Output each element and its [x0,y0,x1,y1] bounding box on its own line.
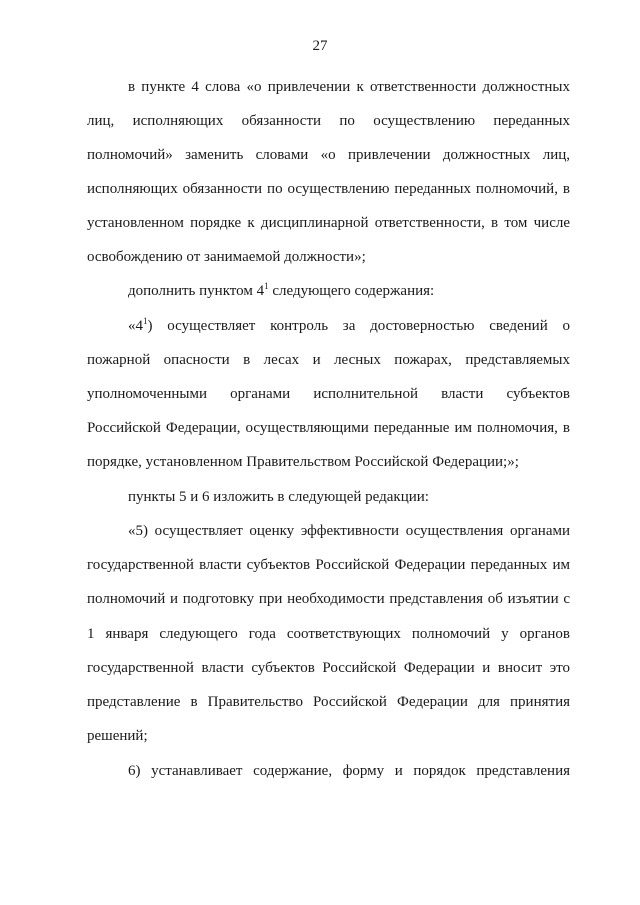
text-line: государственной власти субъектов Российской Федерации переданных им [87,557,570,573]
text-span: дополнить пунктом 4 [128,283,265,299]
text-line: 6) устанавливает содержание, форму и порядок представления [128,763,570,779]
text-line: 1 января следующего года соответствующих полномочий у органов [87,626,570,642]
page-number: 27 [312,38,328,54]
text-line: Российской Федерации, осуществляющими переданные им полномочия, в [87,420,570,436]
text-line: исполняющих обязанности по осуществлению переданных полномочий, в [87,181,570,197]
text-line: представление в Правительство Российской Федерации для принятия [87,694,570,710]
text-line: установленном порядке к дисциплинарной ответственности, в том числе [87,215,570,231]
text-span: «4 [128,318,143,334]
superscript: 1 [143,316,148,326]
text-line: в пункте 4 слова «о привлечении к ответственности должностных [128,79,570,95]
text-line: «5) осуществляет оценку эффективности осуществления органами [128,523,570,539]
text-line: уполномоченными органами исполнительной власти субъектов [87,386,570,402]
text-line: государственной власти субъектов Российской Федерации и вносит это [87,660,570,676]
text-line: освобождению от занимаемой должности»; [87,249,366,265]
text-line: полномочий» заменить словами «о привлечении должностных лиц, [87,147,570,163]
text-line: решений; [87,728,148,744]
text-line: пожарной опасности в лесах и лесных пожарах, представляемых [87,352,570,368]
text-line: лиц, исполняющих обязанности по осуществлению переданных [87,113,570,129]
text-span: следующего содержания: [268,283,435,299]
text-line: полномочий и подготовку при необходимости представления об изъятии с [87,591,570,607]
text-span: ) осуществляет контроль за достоверностью сведений о [147,318,570,334]
text-line [128,316,570,337]
text-line: порядке, установленном Правительством Российской Федерации;»; [87,454,519,470]
text-line [128,281,570,302]
superscript: 1 [264,281,269,291]
text-line: пункты 5 и 6 изложить в следующей редакции: [128,489,429,505]
